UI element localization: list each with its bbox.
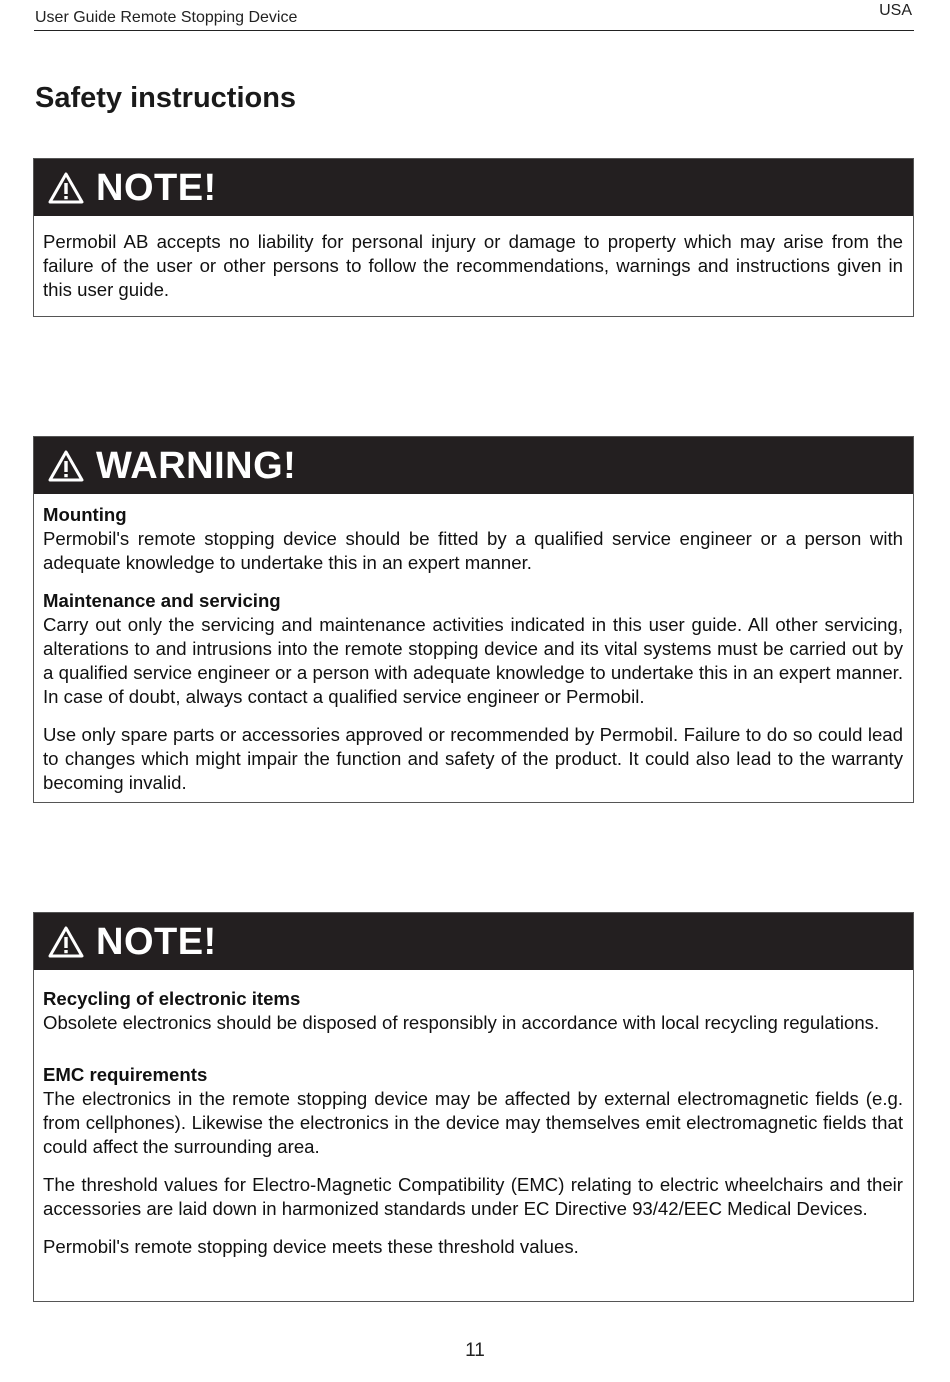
liability-text: Permobil AB accepts no liability for personal injury or damage to property which may arise from the failure of the user or other persons to follow the recommendations, warnings and instructions given in this user guide.	[43, 231, 903, 300]
document-title: User Guide Remote Stopping Device	[35, 9, 298, 26]
threshold-text: The threshold values for Electro-Magnetic Compatibility (EMC) relating to electric wheelchairs and their accessories are laid down in harmonized standards under EC Directive 93/42/EEC Medical Devices.	[43, 1174, 903, 1219]
page-title: Safety instructions	[35, 82, 297, 114]
callout-header	[34, 159, 913, 216]
maintenance-heading: Maintenance and servicing	[43, 590, 281, 611]
recycling-heading: Recycling of electronic items	[43, 988, 301, 1009]
callout-label: NOTE!	[96, 920, 217, 963]
note-callout-liability	[33, 158, 914, 317]
warning-callout	[33, 436, 914, 803]
warning-triangle-icon	[48, 926, 84, 958]
note-callout-recycling-emc	[33, 912, 914, 1302]
maintenance-text: Carry out only the servicing and maintenance activities indicated in this user guide. All other servicing, alterations to and intrusions into the remote stopping device and its vital systems must be carried out by a qualified service engineer or a person with adequate knowledge to undertake this in an expert manner. In case of doubt, always contact a qualified service engineer or Permobil.	[43, 614, 903, 707]
spare-parts-text: Use only spare parts or accessories approved or recommended by Permobil. Failure to do so could lead to changes which might impair the function and safety of the product. It could also lead to the warranty becoming invalid.	[43, 724, 903, 793]
warning-triangle-icon	[48, 450, 84, 482]
meets-threshold-text: Permobil's remote stopping device meets these threshold values.	[43, 1236, 579, 1257]
callout-label: NOTE!	[96, 166, 217, 209]
callout-body	[34, 216, 913, 316]
recycling-text: Obsolete electronics should be disposed of responsibly in accordance with local recycling regulations.	[43, 1012, 880, 1033]
running-header	[34, 0, 914, 31]
callout-header	[34, 437, 913, 494]
callout-header	[34, 913, 913, 970]
emc-heading: EMC requirements	[43, 1064, 208, 1085]
page-number: 11	[465, 1340, 485, 1361]
mounting-text: Permobil's remote stopping device should be fitted by a qualified service engineer or a person with adequate knowledge to undertake this in an expert manner.	[43, 528, 903, 573]
mounting-heading: Mounting	[43, 504, 127, 525]
emc-text: The electronics in the remote stopping device may be affected by external electromagnetic fields (e.g. from cellphones). Likewise the electronics in the device may themselves emit electromagnetic fields that could affect the surrounding area.	[43, 1088, 903, 1157]
callout-body	[34, 494, 913, 809]
region-label: USA	[879, 2, 912, 19]
warning-triangle-icon	[48, 172, 84, 204]
callout-label: WARNING!	[96, 444, 297, 487]
callout-body	[34, 970, 913, 1273]
